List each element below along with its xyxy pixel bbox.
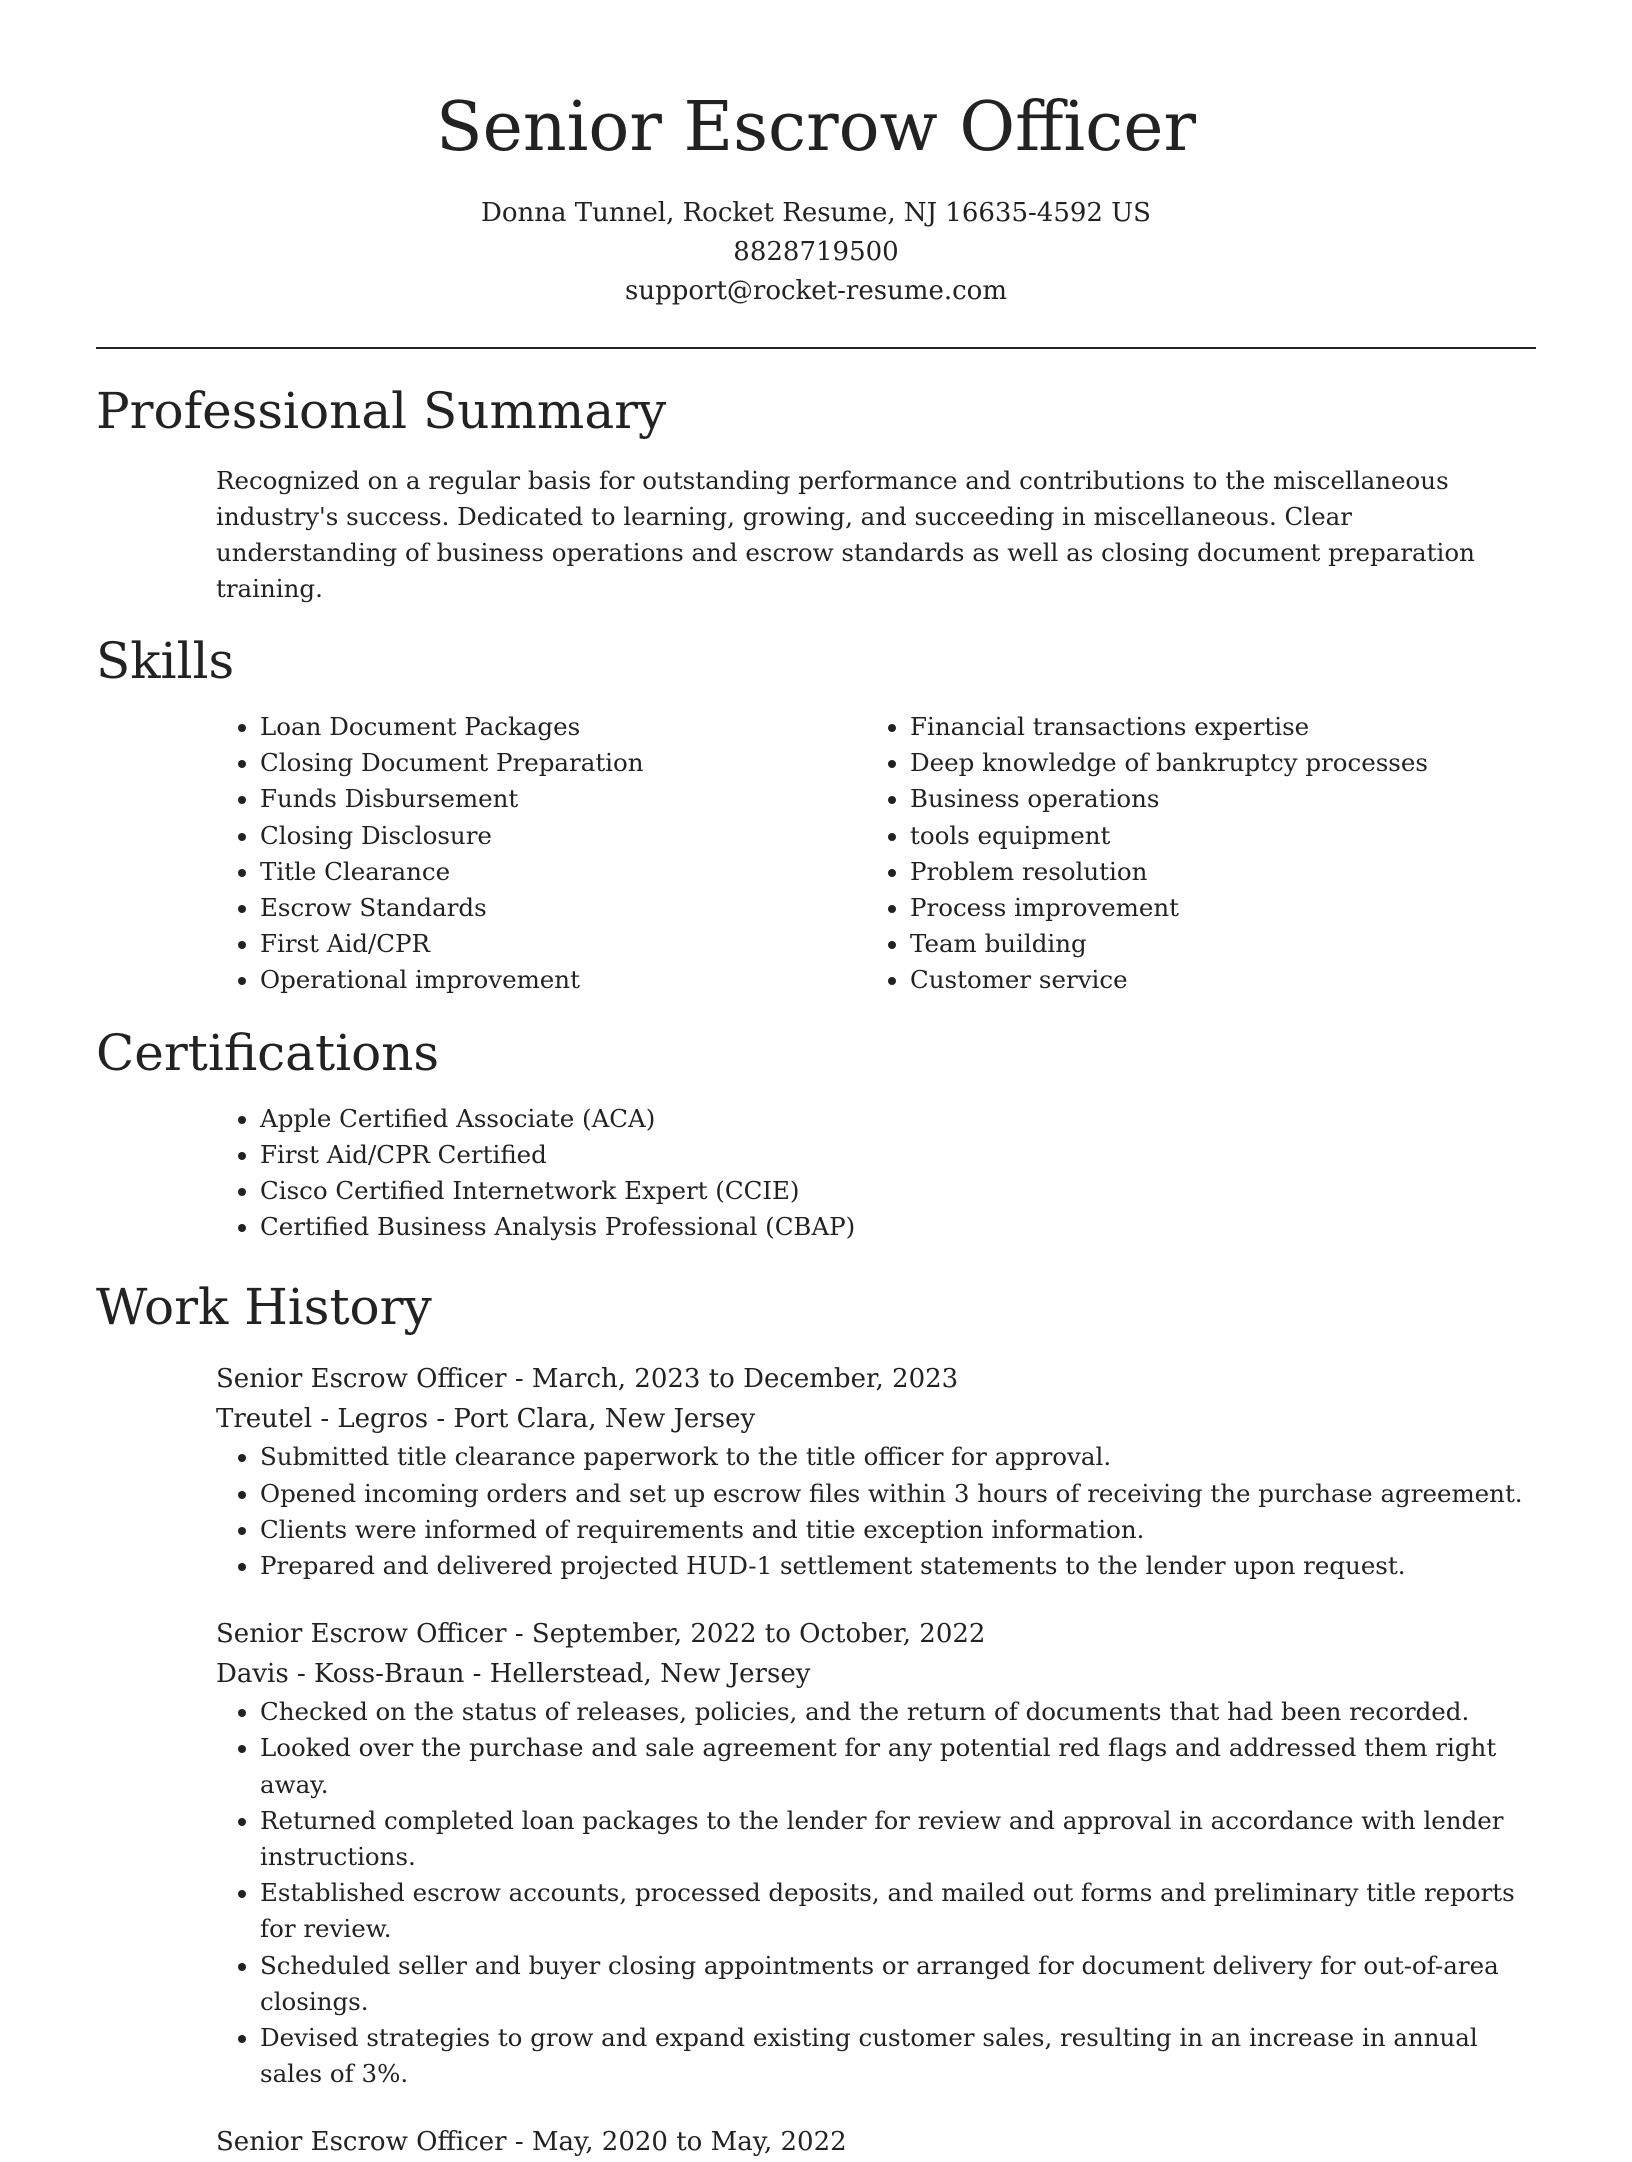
resume-title: Senior Escrow Officer: [436, 88, 1196, 167]
summary-text: Recognized on a regular basis for outstanding performance and contributions to the miscellaneous industry's success. Dedicated to learning, growing, and succeeding in miscellaneous. Clear understanding of business operations and escrow standards as well as closing document preparation training.: [216, 466, 1475, 603]
work-history-heading: Work History: [96, 1278, 432, 1337]
summary-heading: Professional Summary: [96, 382, 667, 440]
job-bullet: • Clients were informed of requirements and titie exception information.: [260, 1512, 1536, 1548]
skill-item: • Process improvement: [910, 890, 1516, 926]
skills-columns: [216, 709, 1536, 999]
skill-item: • Team building: [910, 926, 1516, 962]
job-bullet: • Established escrow accounts, processed deposits, and mailed out forms and preliminary title reports for review.: [260, 1875, 1536, 1947]
job-company: Davis - Koss-Braun: [216, 1659, 465, 1690]
job-bullet: • Submitted title clearance paperwork to the title officer for approval.: [260, 1439, 1536, 1475]
skills-heading: Skills: [96, 632, 235, 690]
certification-item: • Certified Business Analysis Professional (CBAP): [260, 1209, 1536, 1245]
skills-column-left: [216, 709, 866, 999]
skill-item: • Closing Document Preparation: [260, 745, 866, 781]
job-company-line: Davis - Koss-Braun - Hellerstead, New Jersey: [216, 1659, 811, 1690]
job-role: Senior Escrow Officer: [216, 1364, 507, 1395]
skill-item: • Customer service: [910, 962, 1516, 998]
job-bullet: • Prepared and delivered projected HUD-1 settlement statements to the lender upon request.: [260, 1548, 1536, 1584]
certification-item: • Apple Certified Associate (ACA): [260, 1101, 1536, 1137]
job-role: Senior Escrow Officer: [216, 1619, 507, 1650]
contact-block: [0, 194, 1632, 311]
skill-item: • Funds Disbursement: [260, 781, 866, 817]
skill-item: • Business operations: [910, 781, 1516, 817]
resume-header: [0, 0, 1632, 311]
contact-email: support@rocket-resume.com: [624, 276, 1007, 306]
job-bullets: [216, 1694, 1536, 2092]
job-dates: September, 2022 to October, 2022: [531, 1619, 986, 1650]
certification-item: • Cisco Certified Internetwork Expert (CCIE): [260, 1173, 1536, 1209]
skill-item: • Deep knowledge of bankruptcy processes: [910, 745, 1516, 781]
job-location: Hellerstead, New Jersey: [489, 1659, 811, 1690]
contact-address: Donna Tunnel, Rocket Resume, NJ 16635-4592 US: [481, 198, 1151, 228]
job-bullet: • Checked on the status of releases, policies, and the return of documents that had been recorded.: [260, 1694, 1536, 1730]
job-company: Treutel - Legros: [216, 1404, 429, 1435]
job-role: Senior Escrow Officer: [216, 2127, 507, 2158]
job-title-line: Senior Escrow Officer - May, 2020 to May, 2022: [216, 2127, 847, 2158]
job-entry: [216, 1359, 1536, 1584]
skill-item: • tools equipment: [910, 818, 1516, 854]
skill-item: • Closing Disclosure: [260, 818, 866, 854]
job-company-line: Treutel - Legros - Port Clara, New Jersey: [216, 1404, 756, 1435]
job-dates: March, 2023 to December, 2023: [531, 1364, 959, 1395]
job-bullets: [216, 1439, 1536, 1584]
skill-item: • Title Clearance: [260, 854, 866, 890]
certifications-heading: Certifications: [96, 1023, 440, 1082]
job-bullet: • Scheduled seller and buyer closing appointments or arranged for document delivery for out-of-area closings.: [260, 1948, 1536, 2020]
skill-item: • Escrow Standards: [260, 890, 866, 926]
job-entry: [216, 1614, 1536, 2092]
job-title-line: Senior Escrow Officer - March, 2023 to December, 2023: [216, 1364, 959, 1395]
header-divider: [96, 347, 1536, 349]
job-bullet: • Opened incoming orders and set up escrow files within 3 hours of receiving the purchase agreement.: [260, 1476, 1536, 1512]
certifications-list: [216, 1101, 1536, 1246]
skill-item: • Financial transactions expertise: [910, 709, 1516, 745]
job-entry: [216, 2122, 1536, 2162]
skill-item: • Loan Document Packages: [260, 709, 866, 745]
skill-item: • Problem resolution: [910, 854, 1516, 890]
job-bullet: • Devised strategies to grow and expand existing customer sales, resulting in an increase in annual sales of 3%.: [260, 2020, 1536, 2092]
skills-column-right: [866, 709, 1516, 999]
skill-item: • Operational improvement: [260, 962, 866, 998]
job-bullet: • Returned completed loan packages to the lender for review and approval in accordance with lender instructions.: [260, 1803, 1536, 1875]
job-bullet: • Looked over the purchase and sale agreement for any potential red flags and addressed them right away.: [260, 1730, 1536, 1802]
job-location: Port Clara, New Jersey: [453, 1404, 756, 1435]
contact-phone: 8828719500: [733, 237, 899, 267]
skill-item: • First Aid/CPR: [260, 926, 866, 962]
certification-item: • First Aid/CPR Certified: [260, 1137, 1536, 1173]
job-dates: May, 2020 to May, 2022: [531, 2127, 847, 2158]
job-title-line: Senior Escrow Officer - September, 2022 to October, 2022: [216, 1619, 986, 1650]
